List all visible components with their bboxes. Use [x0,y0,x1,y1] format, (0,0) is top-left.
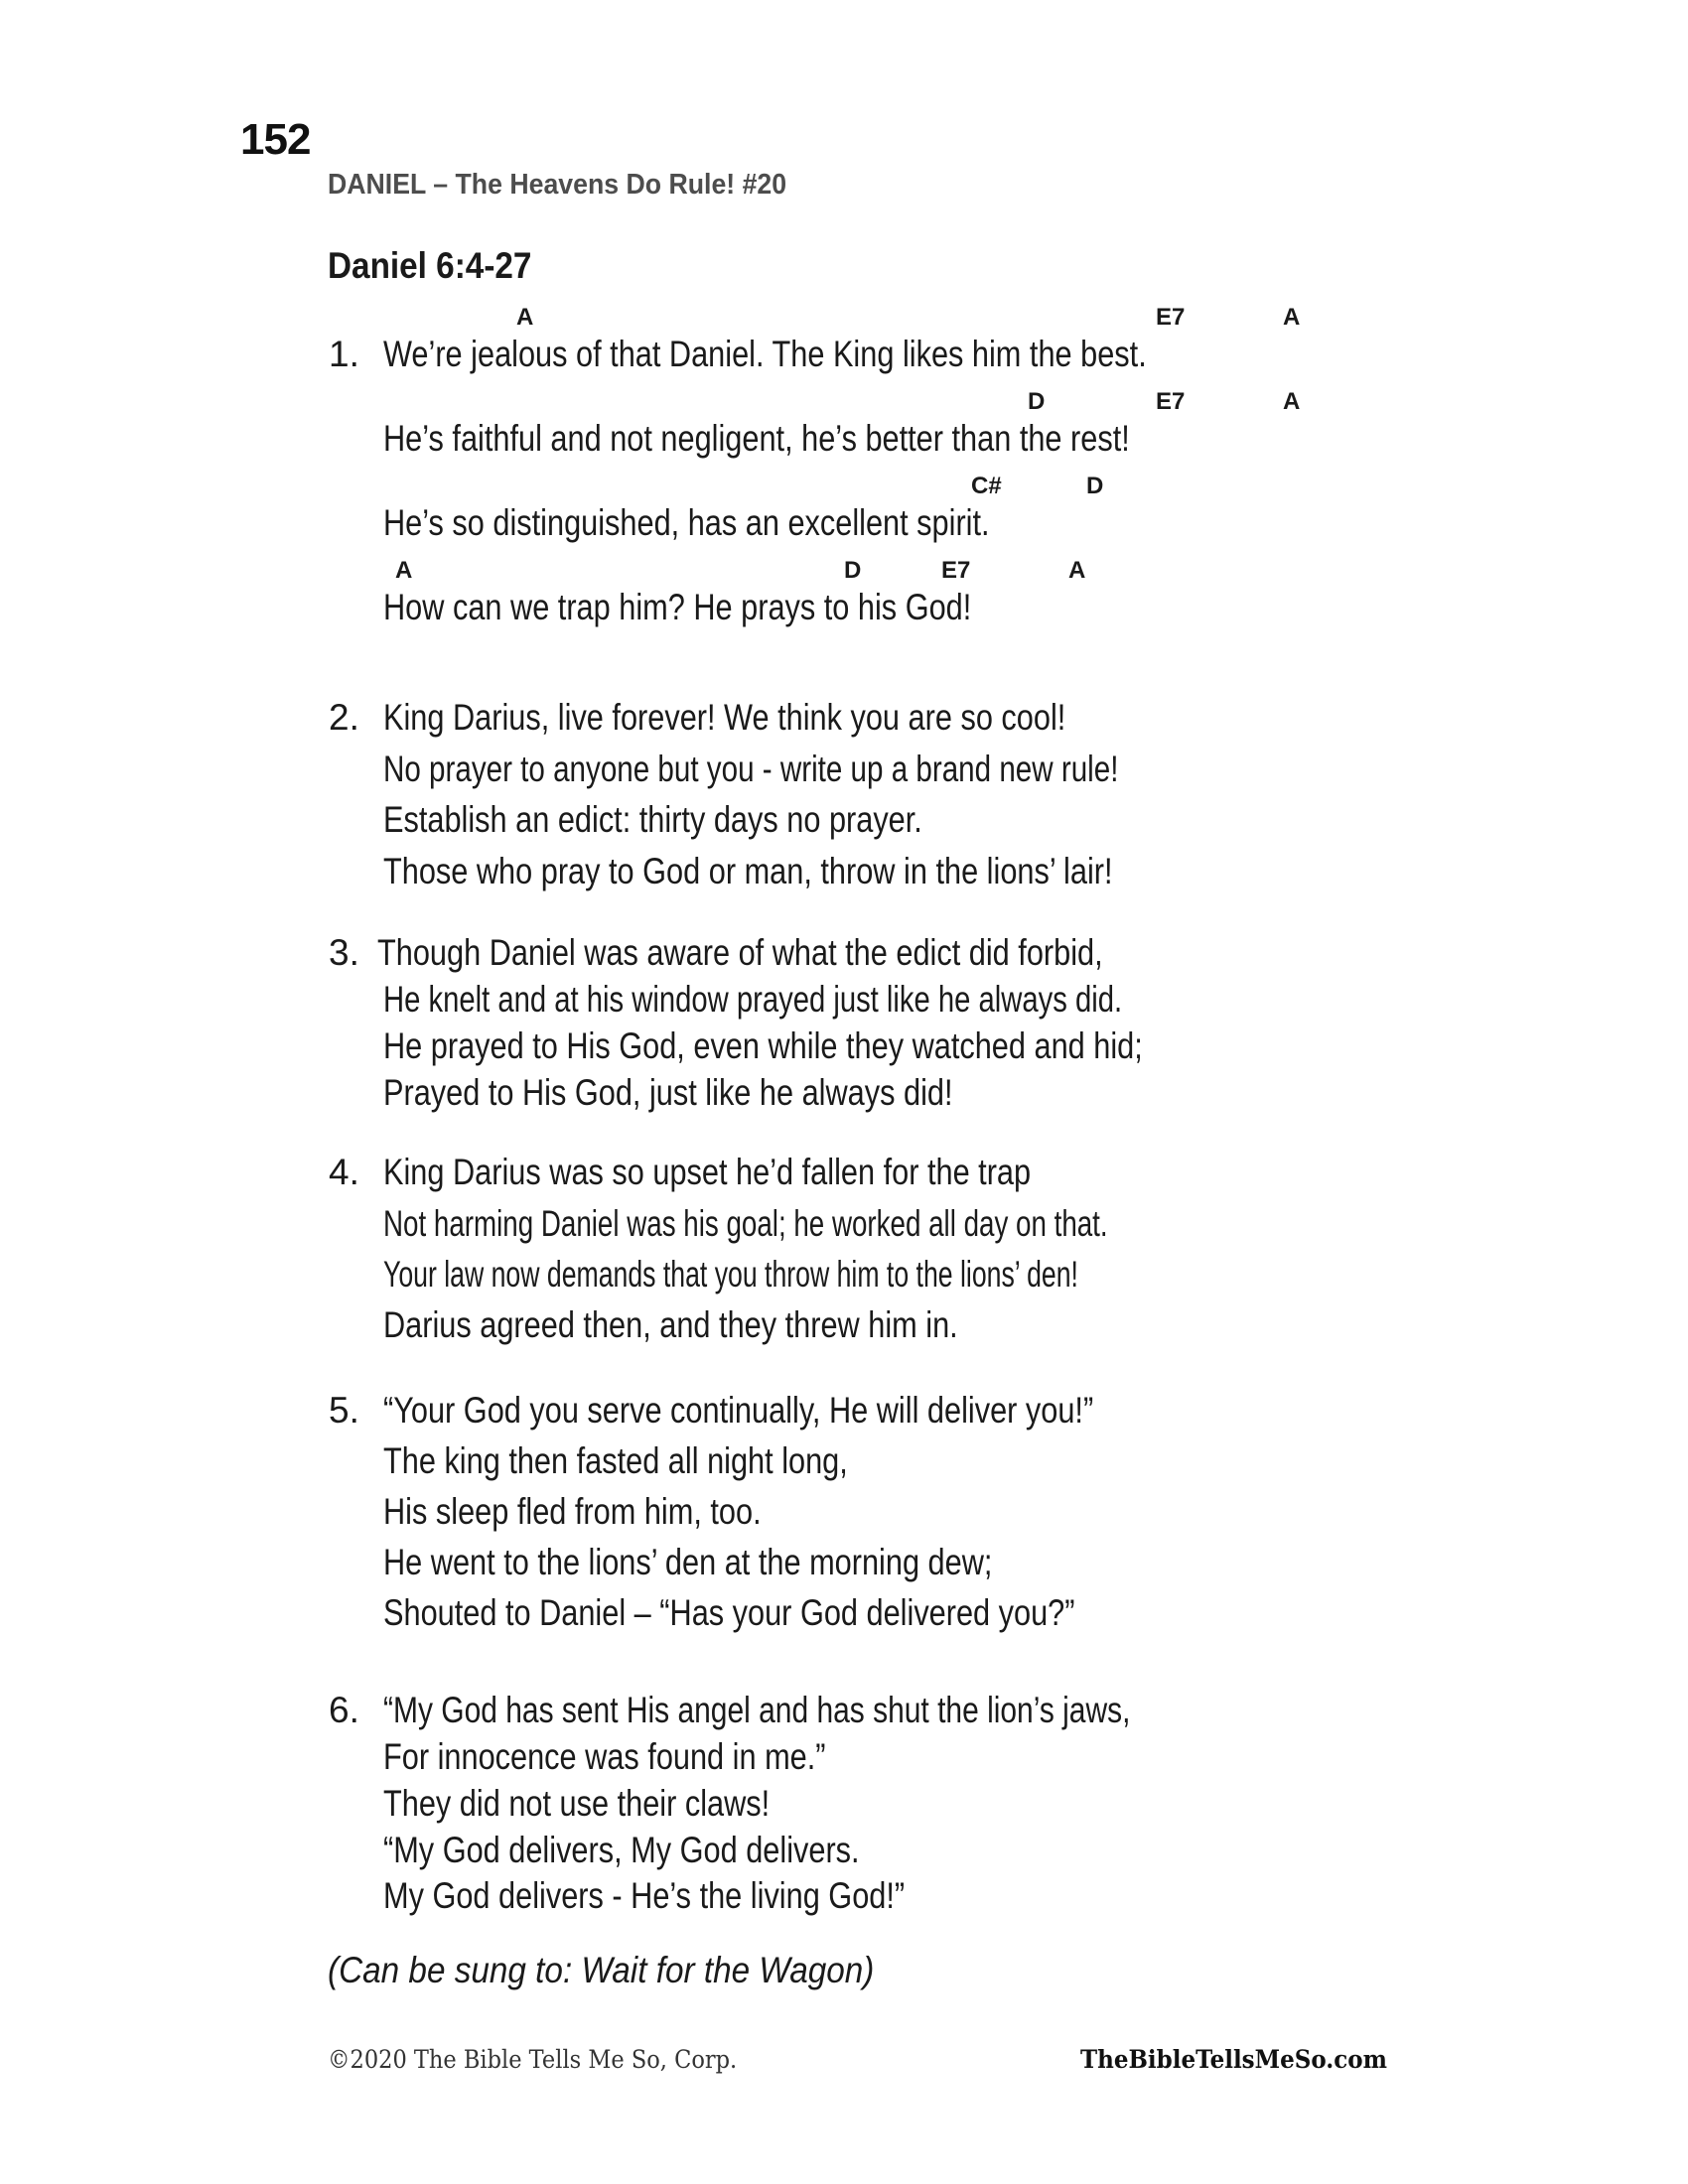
verse-number: 6. [329,1690,359,1730]
chord: E7 [1156,304,1186,331]
chord: D [1086,473,1104,499]
copyright-notice: ©2020 The Bible Tells Me So, Corp. [328,2045,738,2074]
lyric-line: No prayer to anyone but you - write up a brand new rule! [383,749,1119,789]
chord: D [844,557,862,584]
lyric-line: How can we trap him? He prays to his God! [383,587,972,627]
lyric-line: Prayed to His God, just like he always did! [383,1072,953,1113]
chord: E7 [1156,388,1186,415]
chord: A [1283,388,1301,415]
lyric-line: “My God has sent His angel and has shut the lion’s jaws, [383,1690,1131,1730]
lyric-line: They did not use their claws! [383,1783,771,1824]
lyric-line: The king then fasted all night long, [383,1440,848,1481]
verse-number: 1. [329,334,359,374]
lyric-line: Not harming Daniel was his goal; he worked all day on that. [383,1203,1108,1244]
lyric-line: King Darius was so upset he’d fallen for the trap [383,1152,1032,1192]
scripture-reference: Daniel 6:4-27 [328,245,532,286]
verse-number: 4. [329,1152,359,1192]
verse-number: 3. [329,932,359,973]
lyric-line: King Darius, live forever! We think you are so cool! [383,697,1066,738]
song-subtitle: DANIEL – The Heavens Do Rule! #20 [328,169,787,201]
chord: E7 [941,557,971,584]
page-number: 152 [240,115,311,164]
lyric-line: Those who pray to God or man, throw in the lions’ lair! [383,851,1113,891]
lyric-line: He went to the lions’ den at the morning dew; [383,1542,993,1582]
website-link[interactable]: TheBibleTellsMeSo.com [1080,2045,1387,2074]
chord: A [395,557,413,584]
lyric-line: Establish an edict: thirty days no prayer. [383,799,922,840]
chord: D [1028,388,1046,415]
lyric-line: For innocence was found in me.” [383,1736,826,1777]
lyric-line: My God delivers - He’s the living God!” [383,1875,906,1916]
lyric-line: He’s so distinguished, has an excellent spirit. [383,502,990,543]
lyric-line: He knelt and at his window prayed just like he always did. [383,979,1123,1020]
lyric-line: Shouted to Daniel – “Has your God delivered you?” [383,1592,1075,1633]
tune-note: (Can be sung to: Wait for the Wagon) [328,1950,875,1990]
verse-number: 5. [329,1390,359,1431]
lyric-line: He’s faithful and not negligent, he’s better than the rest! [383,418,1130,459]
chord: A [516,304,534,331]
lyric-line: “Your God you serve continually, He will deliver you!” [383,1390,1094,1431]
lyric-line: “My God delivers, My God delivers. [383,1830,860,1870]
lyric-line: His sleep fled from him, too. [383,1491,762,1532]
lyric-line: Darius agreed then, and they threw him in. [383,1304,958,1345]
chord: C# [971,473,1002,499]
verse-number: 2. [329,697,359,738]
lyric-line: Your law now demands that you throw him to the lions’ den! [383,1254,1078,1295]
chord: A [1068,557,1086,584]
lyric-line: He prayed to His God, even while they watched and hid; [383,1025,1143,1066]
lyric-line: We’re jealous of that Daniel. The King likes him the best. [383,334,1147,374]
lyric-line: Though Daniel was aware of what the edict did forbid, [377,932,1103,973]
chord: A [1283,304,1301,331]
